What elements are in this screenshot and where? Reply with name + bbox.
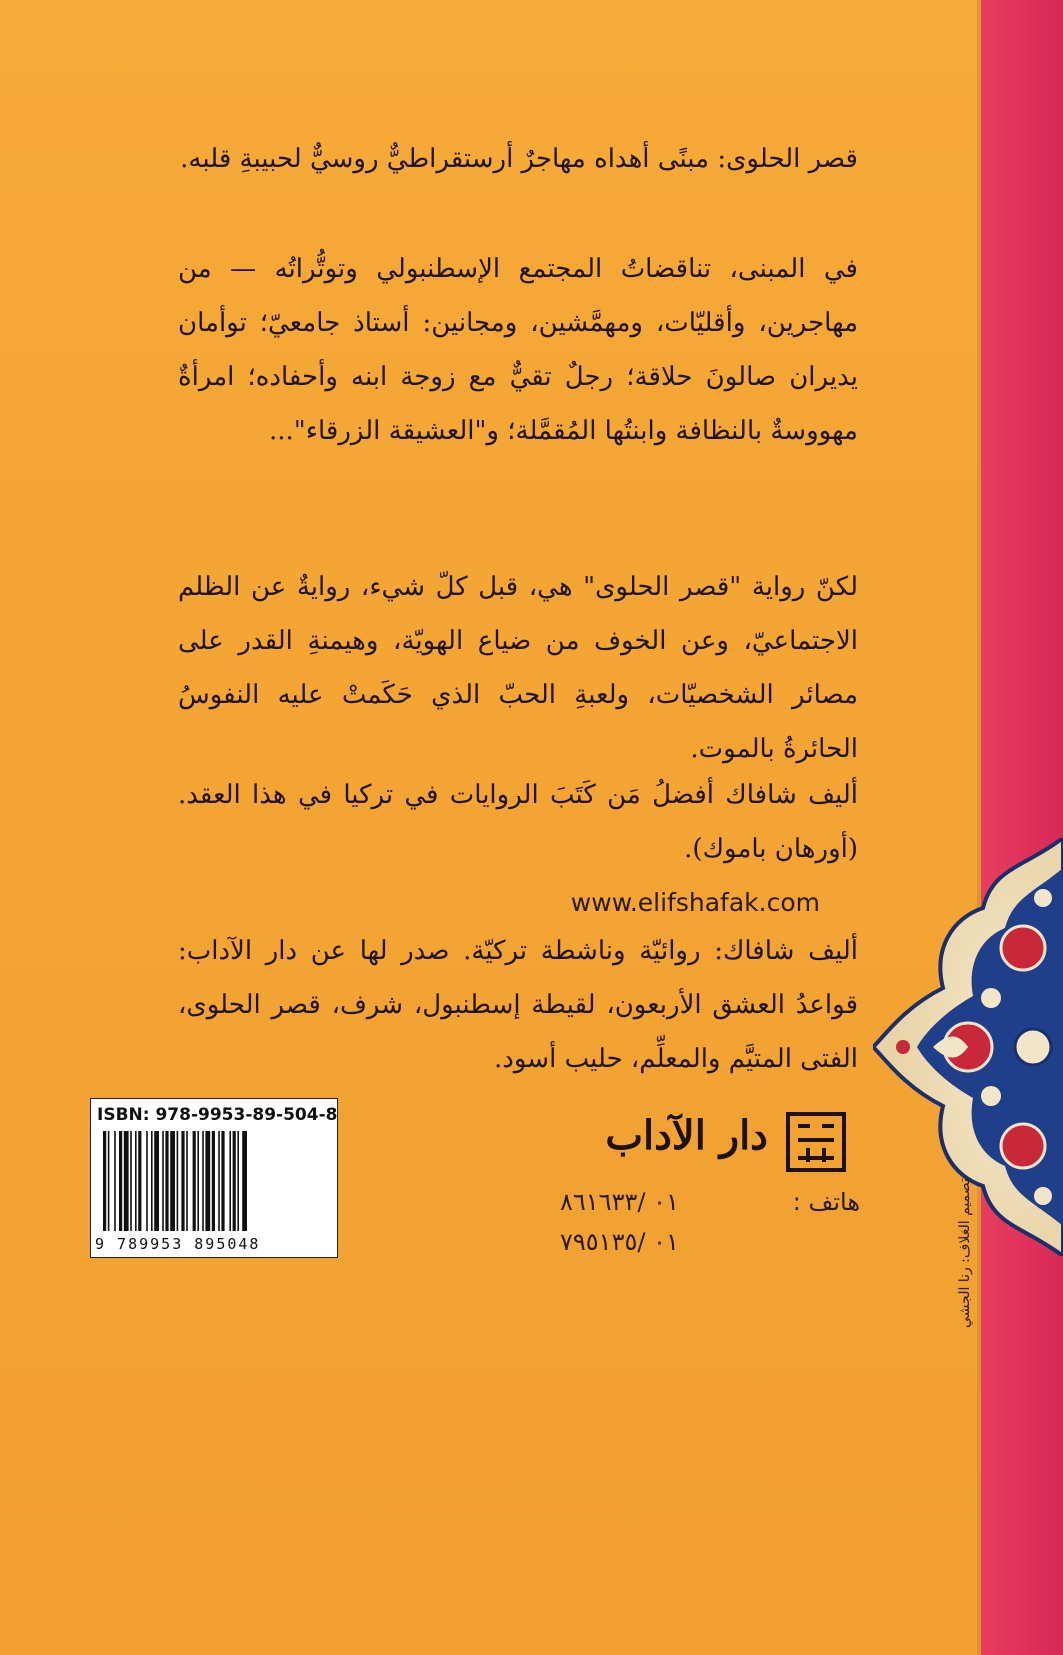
spine-strip [981,0,1063,1655]
isbn-label: ISBN: 978-9953-89-504-8 [97,1105,338,1125]
barcode-bar [197,1131,199,1231]
barcode-bar [162,1131,164,1231]
barcode-bar [205,1131,210,1231]
isbn-barcode-box [90,1098,338,1258]
publisher-name: دار الآداب [605,1112,768,1159]
blurb-paragraph-4: أليف شافاك أفضلُ مَن كَتَبَ الروايات في تركيا في هذا العقد. (أورهان باموك). [178,780,858,864]
barcode-bar [237,1131,239,1231]
barcode-bar [114,1131,116,1231]
barcode-bar [103,1131,106,1231]
barcode-digits: 9 789953 895048 [95,1235,261,1253]
barcode-bar [202,1131,204,1231]
blurb-paragraph-2: في المبنى، تناقضاتُ المجتمع الإسطنبولي وتوتُّراتُه — من مهاجرين، وأقليّات، ومهمَّشين، ومجانين: أستاذ جامعيّ؛ توأمان يديران صالونَ حلاقة؛ رجلٌ تقيٌّ مع زوجة ابنه وأحفاده؛ امرأةٌ مهووسةٌ بالنظافة وابنتُها المُقمَّلة؛ و"العشيقة الزرقاء"... [178,254,858,446]
barcode-icon [101,1131,329,1231]
barcode-bar [221,1131,224,1231]
barcode-bar [193,1131,196,1231]
blurb-paragraph-3: لكنّ رواية "قصر الحلوى" هي، قبل كلّ شيء، روايةٌ عن الظلم الاجتماعيّ، وعن الخوف من ضياع الهويّة، وهيمنةِ القدر على مصائر الشخصيّات، ولعبةِ الحبّ الذي حَكَمتْ عليه النفوسُ الحائرةُ بالموت. [178,572,858,764]
blurb-paragraph-1: قصر الحلوى: مبنًى أهداه مهاجرٌ أرستقراطيٌّ روسيٌّ لحبيبةِ قلبه. [180,144,858,174]
barcode-bar [218,1131,220,1231]
phone-number-2: ٠١ /٧٩٥١٣٥ [560,1228,679,1256]
barcode-bar [170,1131,175,1231]
barcode-bar [165,1131,168,1231]
barcode-bar [146,1131,148,1231]
barcode-bar [135,1131,137,1231]
publisher-logo-icon [784,1110,848,1174]
author-website[interactable]: www.elifshafak.com [570,888,820,917]
barcode-bar [130,1131,132,1231]
barcode-bar [138,1131,141,1231]
author-bio: أليف شافاك: روائيّة وناشطة تركيّة. صدر لها عن دار الآداب: قواعدُ العشق الأربعون، لقيطة إسطنبول، شرف، قصر الحلوى، الفتى المتيَّم والمعلِّم، حليب أسود. [178,936,858,1074]
barcode-bar [119,1131,122,1231]
barcode-bar [181,1131,184,1231]
barcode-bar [212,1131,215,1231]
phone-label: هاتف : [792,1188,860,1216]
barcode-bar [186,1131,188,1231]
cover-design-credit: تصميم الغلاف: رنا الجشي [957,1178,973,1328]
barcode-bar [177,1131,179,1231]
barcode-bar [151,1131,153,1231]
barcode-bar [233,1131,236,1231]
barcode-bar [154,1131,159,1231]
barcode-bar [242,1131,247,1231]
barcode-bar [229,1131,231,1231]
publisher-block [548,1110,858,1180]
barcode-bar [124,1131,129,1231]
phone-number-1: ٠١ /٨٦١٦٣٣ [560,1188,679,1216]
barcode-bar [108,1131,110,1231]
